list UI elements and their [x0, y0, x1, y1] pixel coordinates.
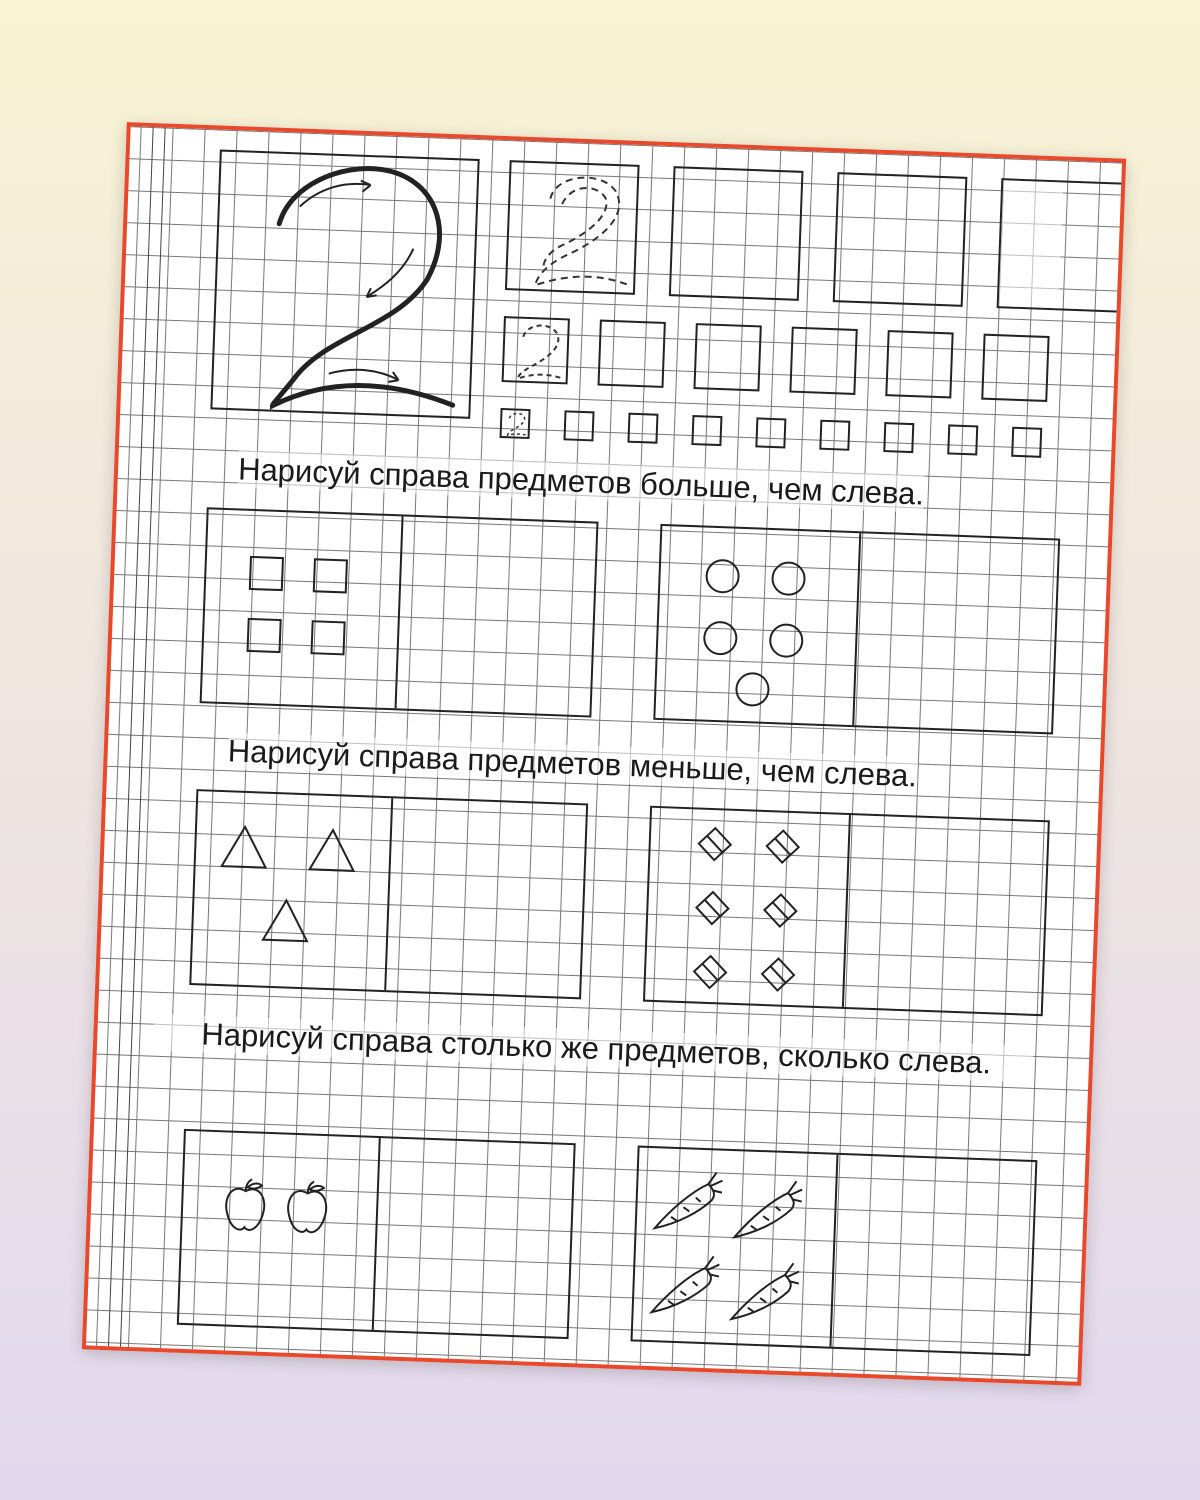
practice-box-small[interactable]	[947, 424, 978, 455]
squares-group-icon	[243, 553, 357, 657]
practice-box-large[interactable]	[833, 172, 968, 307]
practice-box-medium[interactable]	[789, 327, 857, 395]
practice-box-small[interactable]	[819, 420, 850, 451]
drawing-area-right[interactable]	[385, 798, 586, 997]
task-instruction-equal: Нарисуй справа столько же предметов, сколько слева.	[153, 1014, 1034, 1083]
digit-two-example-icon	[212, 152, 477, 417]
practice-box-medium[interactable]	[981, 334, 1049, 402]
practice-box-small[interactable]	[563, 410, 594, 441]
faded-print-area	[999, 180, 1064, 308]
exercise-less-diamonds	[643, 806, 1050, 1017]
worksheet-page	[82, 122, 1126, 1386]
trace-box-medium-dashed	[502, 316, 570, 384]
margin-line-inner	[120, 127, 166, 1346]
drawing-area-right[interactable]	[830, 1155, 1035, 1354]
practice-box-small[interactable]	[691, 415, 722, 446]
diamonds-group-icon	[691, 825, 807, 999]
exercise-equal-carrots	[630, 1145, 1037, 1356]
trace-box-large-dashed	[505, 160, 640, 295]
carrots-group-icon	[647, 1168, 823, 1334]
drawing-area-right[interactable]	[373, 1138, 574, 1337]
digit-two-dashed-icon	[504, 318, 568, 382]
drawing-area-right[interactable]	[843, 815, 1048, 1014]
digit-example-box	[210, 150, 479, 419]
practice-box-small[interactable]	[1011, 427, 1042, 458]
practice-box-medium[interactable]	[693, 323, 761, 391]
drawing-area-right[interactable]	[853, 533, 1058, 732]
exercise-more-squares	[200, 507, 599, 717]
practice-box-medium[interactable]	[885, 330, 953, 398]
practice-box-medium[interactable]	[597, 320, 665, 388]
circles-group-icon	[700, 558, 815, 712]
trace-box-small-dashed	[500, 408, 531, 439]
task-instruction-less: Нарисуй справа предметов меньше, чем слева.	[227, 733, 918, 794]
practice-box-large[interactable]	[669, 166, 804, 301]
digit-two-dashed-icon	[502, 410, 529, 437]
task-instruction-more: Нарисуй справа предметов больше, чем слева.	[237, 451, 925, 512]
margin-line-outer	[108, 127, 154, 1346]
practice-box-small[interactable]	[627, 413, 658, 444]
digit-two-dashed-icon	[507, 162, 638, 293]
practice-box-small[interactable]	[883, 422, 914, 453]
apples-group-icon	[222, 1176, 344, 1240]
drawing-area-right[interactable]	[396, 516, 597, 715]
practice-box-small[interactable]	[755, 417, 786, 448]
triangles-group-icon	[216, 822, 371, 957]
exercise-more-circles	[653, 524, 1060, 735]
exercise-less-triangles	[189, 789, 588, 999]
exercise-equal-apples	[177, 1129, 576, 1339]
